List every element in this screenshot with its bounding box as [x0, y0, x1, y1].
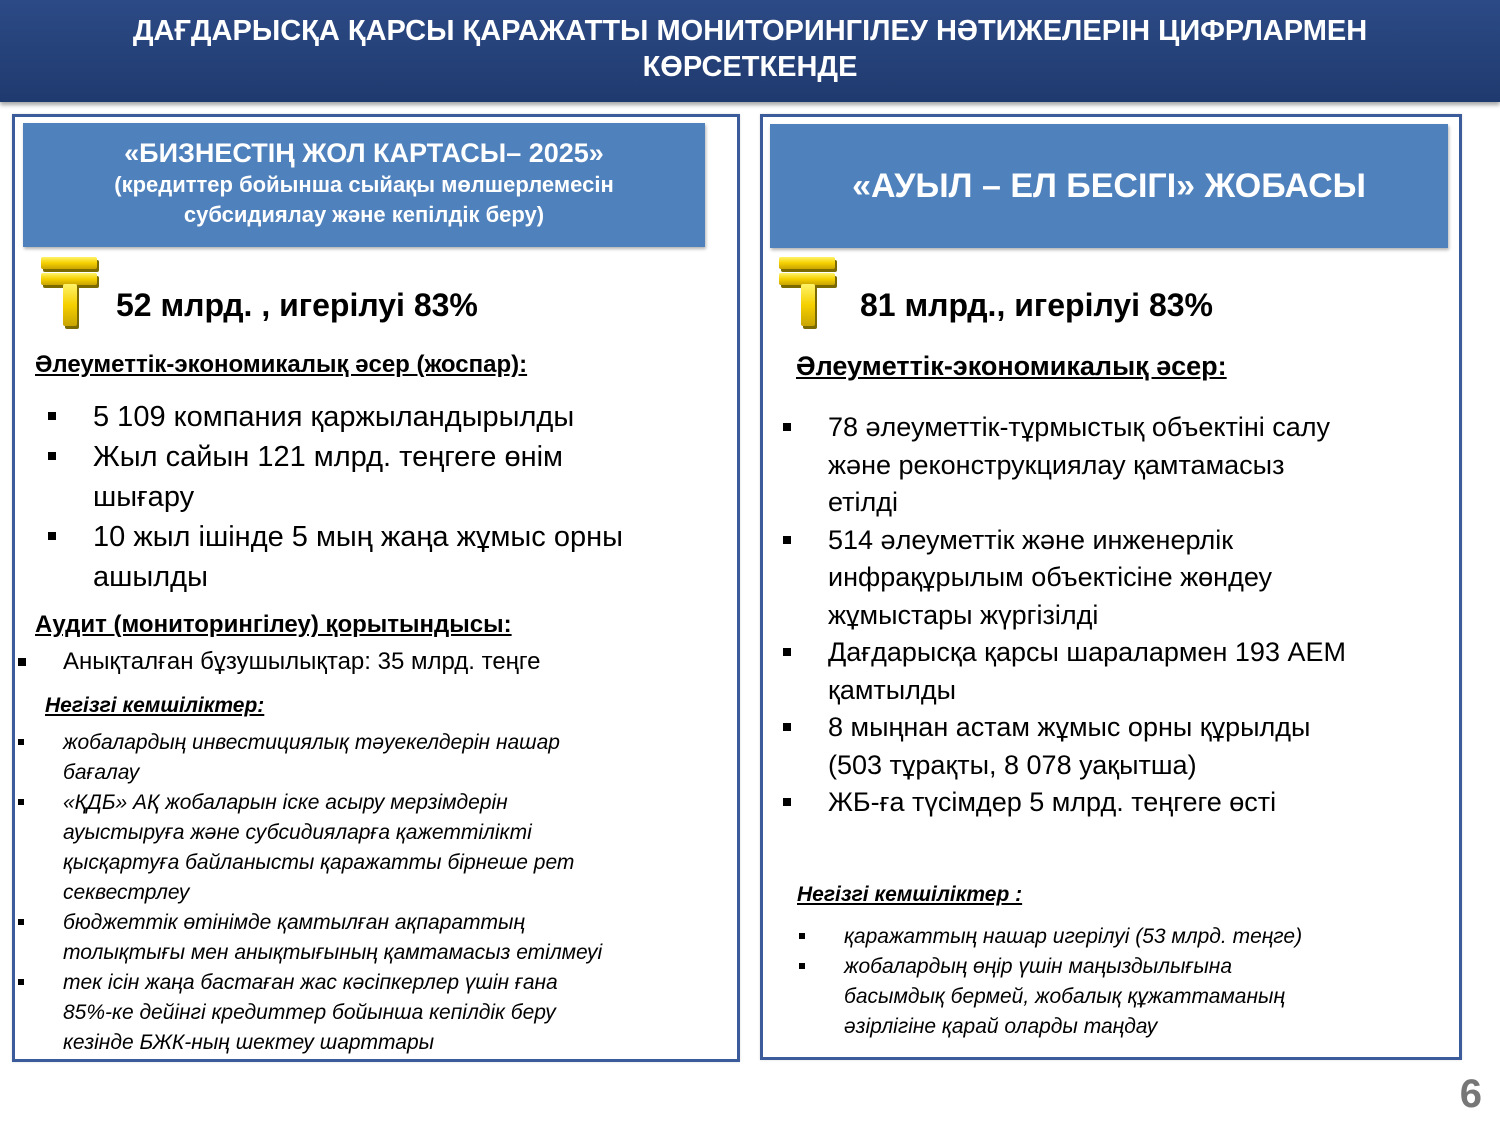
left-panel-subtitle-line2: субсидиялау және кепілдік беру)	[183, 202, 545, 227]
right-amount: 81 млрд., игерілуі 83%	[860, 287, 1213, 323]
left-amount: 52 млрд. , игерілуі 83%	[116, 287, 478, 323]
left-shortcomings-list	[18, 728, 718, 1058]
left-shortcomings-title: Негізгі кемшіліктер:	[45, 694, 265, 717]
bullet-icon	[18, 979, 24, 985]
list-item: қаражаттың нашар игерілуі (53 млрд. теңге)	[799, 922, 1439, 952]
list-item: Жыл сайын 121 млрд. теңгеге өнім шығару	[48, 437, 728, 517]
slide-header	[0, 0, 1500, 102]
header-title-line2: КӨРСЕТКЕНДЕ	[642, 51, 858, 83]
bullet-icon	[18, 919, 24, 925]
list-item: 10 жыл ішінде 5 мың жаңа жұмыс орны ашылды	[48, 517, 728, 597]
left-effects-list	[48, 397, 728, 597]
list-item: 5 109 компания қаржыландырылды	[48, 397, 728, 437]
left-panel	[12, 114, 740, 1062]
left-effect-title: Әлеуметтік-экономикалық әсер (жоспар):	[35, 351, 528, 378]
list-item: 514 әлеуметтік және инженерлік инфрақұрылым объектісіне жөндеу жұмыстары жүргізілді	[783, 522, 1443, 635]
bullet-icon	[799, 963, 805, 969]
right-effects-list	[783, 409, 1443, 822]
header-title-line1: ДАҒДАРЫСҚА ҚАРСЫ ҚАРАЖАТТЫ МОНИТОРИНГІЛЕУ НӘТИЖЕЛЕРІН ЦИФРЛАРМЕН	[132, 15, 1368, 47]
left-audit-title: Аудит (мониторингілеу) қорытындысы:	[35, 611, 512, 638]
bullet-icon	[48, 452, 56, 460]
list-item: Дағдарысқа қарсы шаралармен 193 АЕМ қамтылды	[783, 634, 1443, 709]
right-shortcomings-list	[799, 922, 1439, 1042]
list-item: тек ісін жаңа бастаған жас кәсіпкерлер үшін ғана 85%-ке дейінгі кредиттер бойынша кепілдік беру кезінде БЖК-ның шектеу шарттары	[18, 968, 718, 1058]
list-item: 8 мыңнан астам жұмыс орны құрылды (503 тұрақты, 8 078 уақытша)	[783, 709, 1443, 784]
left-panel-title-box	[23, 123, 705, 247]
bullet-icon	[783, 798, 791, 806]
list-item: «ҚДБ» АҚ жобаларын іске асыру мерзімдерін ауыстыруға және субсидияларға қажеттілікті қысқартуға байланысты қаражатты бірнеше рет секвестрлеу	[18, 788, 718, 908]
list-item: бюджеттік өтінімде қамтылған ақпараттың толықтығы мен анықтығының қамтамасыз етілмеуі	[18, 908, 718, 968]
list-item: жобалардың инвестициялық тәуекелдерін нашар бағалау	[18, 728, 718, 788]
bullet-icon	[783, 723, 791, 731]
right-panel	[760, 114, 1462, 1060]
bullet-icon	[799, 933, 805, 939]
right-panel-title-box	[770, 124, 1448, 248]
bullet-icon	[48, 532, 56, 540]
right-panel-title: «АУЫЛ – ЕЛ БЕСІГІ» ЖОБАСЫ	[852, 167, 1366, 205]
page-number: 6	[1459, 1072, 1482, 1116]
left-audit-list	[18, 645, 718, 679]
list-item: 78 әлеуметтік-тұрмыстық объектіні салу және реконструкциялау қамтамасыз етілді	[783, 409, 1443, 522]
list-item: Анықталған бұзушылықтар: 35 млрд. теңге	[18, 645, 718, 679]
bullet-icon	[48, 412, 56, 420]
right-effect-title: Әлеуметтік-экономикалық әсер:	[796, 351, 1227, 381]
tenge-icon	[777, 254, 841, 332]
right-shortcomings-title: Негізгі кемшіліктер :	[797, 883, 1023, 906]
left-panel-subtitle-line1: (кредиттер бойынша сыйақы мөлшерлемесін	[114, 172, 614, 197]
left-panel-title: «БИЗНЕСТІҢ ЖОЛ КАРТАСЫ– 2025»	[124, 138, 604, 168]
bullet-icon	[18, 739, 24, 745]
list-item: жобалардың өңір үшін маңыздылығына басымдық бермей, жобалық құжаттаманың әзірлігіне қарай оларды таңдау	[799, 952, 1439, 1042]
bullet-icon	[783, 536, 791, 544]
bullet-icon	[783, 423, 791, 431]
list-item: ЖБ-ға түсімдер 5 млрд. теңгеге өсті	[783, 784, 1443, 822]
bullet-icon	[783, 648, 791, 656]
bullet-icon	[18, 799, 24, 805]
bullet-icon	[18, 658, 26, 666]
tenge-icon	[39, 254, 103, 332]
